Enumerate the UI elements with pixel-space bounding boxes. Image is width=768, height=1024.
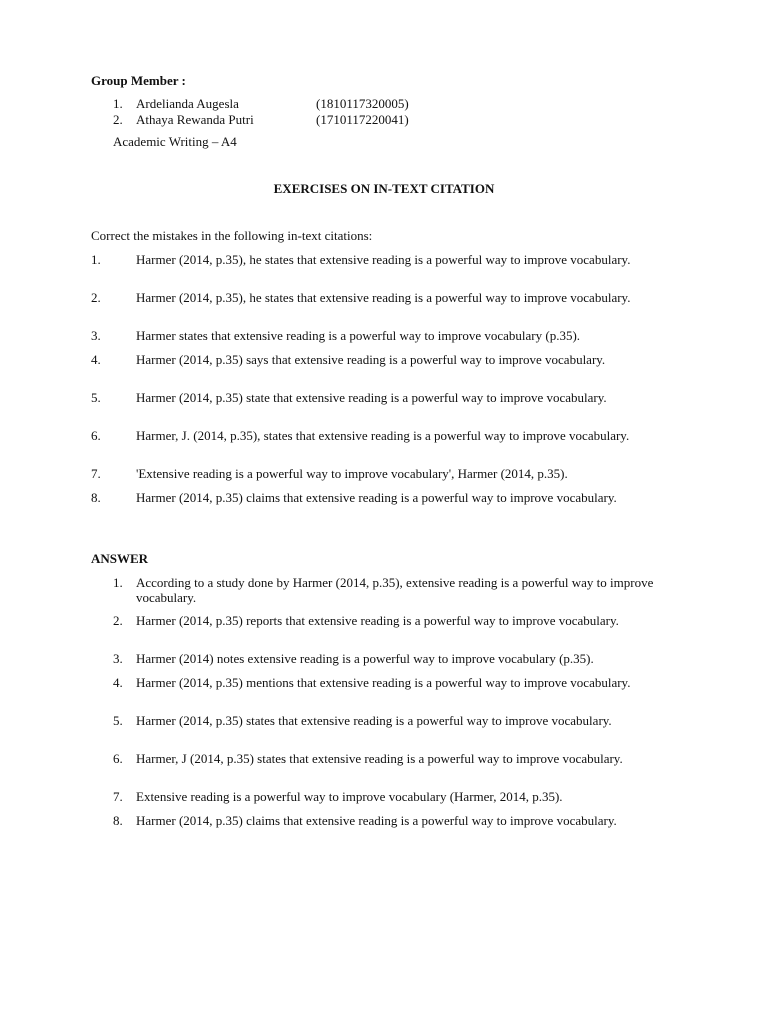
item-number: 1.	[91, 252, 101, 267]
item-number: 2.	[113, 613, 123, 628]
item-number: 3.	[113, 651, 123, 666]
item-text: Harmer (2014, p.35) reports that extensive reading is a powerful way to improve vocabulary.	[136, 613, 619, 628]
item-text: Harmer (2014, p.35), he states that extensive reading is a powerful way to improve vocabulary.	[136, 290, 631, 305]
member-name: Athaya Rewanda Putri	[136, 112, 254, 127]
item-text: Harmer (2014) notes extensive reading is a powerful way to improve vocabulary (p.35).	[136, 651, 594, 666]
member-number: 1.	[113, 96, 123, 111]
item-text: Harmer (2014, p.35) claims that extensive reading is a powerful way to improve vocabulary.	[136, 813, 617, 828]
item-number: 5.	[91, 390, 101, 405]
item-text: Harmer (2014, p.35) says that extensive reading is a powerful way to improve vocabulary.	[136, 352, 606, 367]
item-text: Harmer (2014, p.35) states that extensive reading is a powerful way to improve vocabulary.	[136, 713, 612, 728]
answer-heading: ANSWER	[91, 551, 149, 566]
item-text: Harmer, J. (2014, p.35), states that extensive reading is a powerful way to improve vocabulary.	[136, 428, 630, 443]
item-number: 6.	[113, 751, 123, 766]
member-name: Ardelianda Augesla	[136, 96, 239, 111]
item-number: 4.	[91, 352, 101, 367]
item-text: Harmer (2014, p.35) claims that extensive reading is a powerful way to improve vocabulary.	[136, 490, 617, 505]
item-number: 1.	[113, 575, 123, 590]
item-text: Harmer (2014, p.35), he states that extensive reading is a powerful way to improve vocabulary.	[136, 252, 631, 267]
group-member-heading: Group Member :	[91, 73, 186, 88]
course-label: Academic Writing – A4	[113, 134, 237, 149]
member-id: (1710117220041)	[316, 112, 409, 127]
item-number: 4.	[113, 675, 123, 690]
member-number: 2.	[113, 112, 123, 127]
instruction-text: Correct the mistakes in the following in-text citations:	[91, 228, 373, 243]
item-number: 3.	[91, 328, 101, 343]
item-number: 8.	[91, 490, 101, 505]
item-number: 6.	[91, 428, 101, 443]
item-number: 7.	[91, 466, 101, 481]
item-text: Extensive reading is a powerful way to improve vocabulary (Harmer, 2014, p.35).	[136, 789, 563, 804]
item-number: 8.	[113, 813, 123, 828]
item-number: 5.	[113, 713, 123, 728]
item-text: Harmer (2014, p.35) state that extensive reading is a powerful way to improve vocabulary.	[136, 390, 607, 405]
item-number: 7.	[113, 789, 123, 804]
item-text: Harmer (2014, p.35) mentions that extensive reading is a powerful way to improve vocabulary.	[136, 675, 631, 690]
item-number: 2.	[91, 290, 101, 305]
item-text: Harmer, J (2014, p.35) states that extensive reading is a powerful way to improve vocabulary.	[136, 751, 623, 766]
item-text: According to a study done by Harmer (2014, p.35), extensive reading is a powerful way to improve vocabulary.	[136, 575, 654, 605]
page-title: EXERCISES ON IN-TEXT CITATION	[273, 181, 495, 196]
item-text: Harmer states that extensive reading is a powerful way to improve vocabulary (p.35).	[136, 328, 581, 343]
member-id: (1810117320005)	[316, 96, 409, 111]
item-text: 'Extensive reading is a powerful way to improve vocabulary', Harmer (2014, p.35).	[136, 466, 568, 481]
